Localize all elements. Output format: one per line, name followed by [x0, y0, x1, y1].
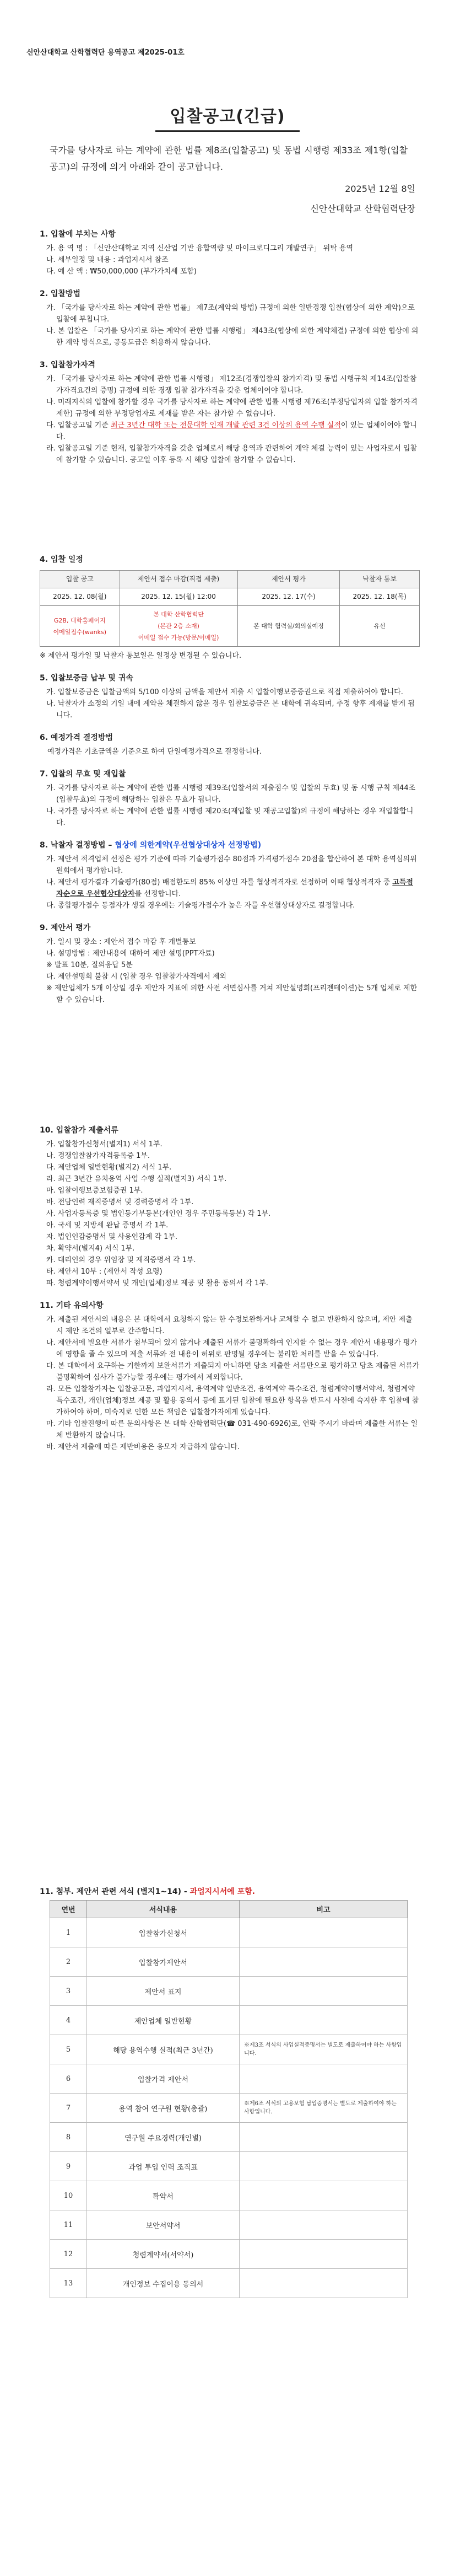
list-item: [40, 420, 420, 443]
form-number: 2: [50, 1947, 87, 1977]
section-11: [40, 1300, 420, 1453]
table-row: [50, 1977, 408, 2006]
form-note: [240, 2240, 408, 2269]
section-6: [40, 732, 420, 758]
paragraph: 예정가격은 기초금액을 기준으로 하여 단일예정가격으로 결정합니다.: [47, 748, 262, 756]
table-row: [50, 2006, 408, 2035]
section-heading: 4. 입찰 일정: [40, 555, 83, 564]
form-number: 6: [50, 2064, 87, 2094]
section-heading: 10. 입찰참가 제출서류: [40, 1126, 118, 1135]
list-item: 자. 법인인감증명서 및 사용인감계 각 1부.: [46, 1233, 178, 1241]
section-heading: 5. 입찰보증금 납부 및 귀속: [40, 674, 133, 683]
column-header: 제안서 접수 마감(직접 제출): [120, 571, 237, 588]
schedule-note: ※ 제안서 평가일 및 낙찰자 통보일은 일정상 변경될 수 있습니다.: [40, 652, 242, 660]
list-item: 나. 설명방법 : 제안내용에 대하여 제안 설명(PPT자료): [46, 949, 215, 958]
list-item: 마. 입찰이행보증보험증권 1부.: [46, 1187, 143, 1195]
table-row: [50, 2123, 408, 2152]
table-header-row: [40, 571, 420, 588]
table-cell: 2025. 12. 17(수): [237, 588, 340, 606]
form-number: 4: [50, 2006, 87, 2035]
heading-highlight: 협상에 의한계약(우선협상대상자 선정방법): [115, 841, 262, 850]
column-header: 낙찰자 통보: [340, 571, 420, 588]
forms-table: [50, 1900, 408, 2298]
list-item: 다. 예 산 액 : ₩50,000,000 (부가가치세 포함): [46, 267, 197, 276]
list-item: 라. 입찰공고일 기준 현재, 입찰참가자격을 갖춘 업체로서 해당 용역과 관련하여 계약 체결 능력이 있는 사업자로서 입찰에 참가할 수 있습니다. 공고일 이후 등록 시 해당 입찰에 참가할 수 없습니다.: [46, 444, 418, 464]
form-note: [240, 1977, 408, 2006]
list-item: 라. 최근 3년간 유치용역 사업 수행 실적(별지3) 서식 1부.: [46, 1175, 227, 1183]
list-item: 가. 「국가를 당사자로 하는 계약에 관한 법률」 제7조(계약의 방법) 규정에 의한 일반경쟁 입찰(협상에 의한 계약)으로 입찰에 부칩니다.: [46, 304, 415, 324]
list-item: 나. 경쟁입찰참가자격등록증 1부.: [46, 1152, 150, 1160]
section-1: [40, 229, 420, 277]
table-row: [50, 2152, 408, 2181]
section-3: [40, 359, 420, 466]
list-item: 라. 모든 입찰참가자는 입찰공고문, 과업지시서, 용역계약 일반조건, 용역계약 특수조건, 청렴계약이행서약서, 청렴계약특수조건, 개인(업체)정보 제공 및 활용 동의서 등에 표기된 입찰에 필요한 항목을 반드시 사전에 숙지한 후 입찰에 참가하여야 하며, 미숙지로 인한 모든 책임은 입찰참가자에게 있습니다.: [46, 1385, 419, 1416]
column-header: 제안서 평가: [237, 571, 340, 588]
form-note: [240, 2123, 408, 2152]
title-wrap: [0, 103, 455, 132]
form-note: [240, 2181, 408, 2210]
page-title: 입찰공고(긴급): [155, 103, 299, 132]
list-item: 가. 제출된 제안서의 내용은 본 대학에서 요청하지 않는 한 수정보완하거나 교체할 수 없고 반환하지 않으며, 제안 제출 시 제안 조건의 일부로 간주합니다.: [46, 1316, 413, 1335]
form-number: 1: [50, 1918, 87, 1947]
list-item: 타. 제안서 10부 : (제안서 작성 요령): [46, 1268, 162, 1276]
section-heading: 6. 예정가격 결정방법: [40, 733, 113, 742]
list-item: ※ 제안업체가 5개 이상일 경우 제안자 지표에 의한 사전 서면심사를 거쳐 제안설명회(프리젠테이션)는 5개 업체로 제한 할 수 있습니다.: [46, 984, 418, 1004]
form-name: 용역 참여 연구원 현황(총괄): [87, 2094, 240, 2123]
table-row: [50, 1918, 408, 1947]
table-cell: 2025. 12. 15(월) 12:00: [120, 588, 237, 606]
item-prefix: 다. 입찰공고일 기준: [46, 421, 111, 430]
table-cell: 유선: [340, 606, 420, 647]
form-name: 해당 용역수행 실적(최근 3년간): [87, 2035, 240, 2064]
section-7: [40, 769, 420, 829]
item-suffix: 를 선정합니다.: [134, 890, 181, 898]
schedule-table: [40, 570, 420, 647]
form-number: 10: [50, 2181, 87, 2210]
form-note: [240, 1947, 408, 1977]
column-header: 입찰 공고: [40, 571, 120, 588]
heading-prefix: 8. 낙찰자 결정방법 –: [40, 841, 115, 850]
form-number: 8: [50, 2123, 87, 2152]
list-item: 가. 입찰보증금은 입찰금액의 5/100 이상의 금액을 제안서 제출 시 입찰이행보증증권으로 직접 제출하여야 합니다.: [46, 688, 403, 696]
list-item: 나. 미래지식의 입찰에 참가할 경우 국가를 당사자로 하는 계약에 관한 법률 시행령 제76조(부정당업자의 입찰 참가자격 제한) 규정에 의한 부정당업자로 제재를 받은 자는 참가할 수 없습니다.: [46, 398, 418, 418]
list-item: 가. 용 역 명 : 「신안산대학교 지역 신산업 기반 융합역량 및 마이크로디그리 개발연구」 위탁 용역: [46, 244, 354, 253]
form-note: [240, 2210, 408, 2240]
table-cell: G2B, 대학홈페이지 이메일접수(wanks): [40, 606, 120, 647]
required-experience: 최근 3년간 대학 또는 전문대학 인재 개발 관련 3건 이상의 용역 수행 실적: [111, 421, 341, 430]
form-name: 연구원 주요경력(개인별): [87, 2123, 240, 2152]
appendix-title-note: 과업지시서에 포함.: [189, 1887, 255, 1896]
item-suffix: 이 있는 업체이어야 합니다.: [56, 421, 417, 441]
table-cell: 2025. 12. 18(목): [340, 588, 420, 606]
table-row: [50, 2210, 408, 2240]
form-number: 13: [50, 2269, 87, 2298]
table-cell: 2025. 12. 08(월): [40, 588, 120, 606]
list-item: 가. 제안서 적격업체 선정은 평가 기준에 따라 기술평가점수 80점과 가격평가점수 20점을 합산하여 본 대학 용역심의위원회에서 평가합니다.: [46, 855, 417, 875]
section-heading: 3. 입찰참가자격: [40, 361, 96, 369]
form-number: 12: [50, 2240, 87, 2269]
table-row: [50, 2240, 408, 2269]
table-row: [50, 2064, 408, 2094]
list-item: [40, 877, 420, 900]
item-emphasis: 고득점자순으로 우선협상대상자: [56, 878, 413, 898]
section-4: [40, 554, 420, 662]
section-heading: 11. 기타 유의사항: [40, 1301, 104, 1310]
appendix-title: [40, 1886, 255, 1897]
list-item: 바. 전담인력 재직증명서 및 경력증명서 각 1부.: [46, 1198, 194, 1206]
list-item: 다. 제안업체 일반현황(별지2) 서식 1부.: [46, 1163, 172, 1172]
form-name: 보안서약서: [87, 2210, 240, 2240]
list-item: 가. 「국가를 당사자로 하는 계약에 관한 법률 시행령」 제12조(경쟁입찰의 참가자격) 및 동법 시행규칙 제14조(입찰참가자격요건의 증명) 규정에 의한 경쟁 입찰 참가자격을 갖춘 업체이어야 합니다.: [46, 375, 417, 395]
section-2: [40, 288, 420, 348]
table-cell: 본 대학 산학협력단 (본관 2층 소재) 이메일 접수 가능(방문/이메일): [120, 606, 237, 647]
table-row: [50, 2269, 408, 2298]
form-name: 제안업체 일반현황: [87, 2006, 240, 2035]
table-row: [50, 2094, 408, 2123]
form-number: 9: [50, 2152, 87, 2181]
section-8: [40, 840, 420, 911]
form-note: ※제6조 서식의 고용보험 납입증명서는 별도로 제출하여야 하는 사항입니다.: [240, 2094, 408, 2123]
notice-body: [40, 229, 420, 1464]
list-item: 사. 사업자등록증 및 법인등기부등본(개인인 경우 주민등록등본) 각 1부.: [46, 1210, 271, 1218]
list-item: 나. 제안서에 빌요한 서류가 첨부되어 있지 않거나 제출된 서류가 불명확하여 인지할 수 없는 경우 제안서 내용평가 평가에 영향을 줄 수 있으며 제출 서류와 전 내용이 허위로 판명될 경우에는 불리한 처리를 받을 수 있습니다.: [46, 1339, 418, 1359]
notice-number: 신안산대학교 산학협력단 용역공고 제2025-01호: [26, 49, 185, 57]
list-item: 나. 세부일정 및 내용 : 과업지시서 참조: [46, 256, 169, 264]
section-5: [40, 673, 420, 721]
item-prefix: 나. 제안서 평가결과 기술평가(80점) 배점한도의 85% 이상인 자를 협상적격자로 선정하며 이때 협상적격자 중: [46, 878, 393, 887]
list-item: 다. 본 대학에서 요구하는 기한까지 보완서류가 제출되지 아니하면 당초 제출한 서류만으로 평가하고 당초 제출된 서류가 불명확하여 심사가 불가능할 경우에는 평가에서 제외합니다.: [46, 1362, 420, 1382]
form-number: 7: [50, 2094, 87, 2123]
form-number: 5: [50, 2035, 87, 2064]
form-name: 입찰참가신청서: [87, 1918, 240, 1947]
section-10: [40, 1125, 420, 1289]
form-number: 3: [50, 1977, 87, 2006]
section-heading: 7. 입찰의 무효 및 재입찰: [40, 770, 126, 779]
form-name: 제안서 표지: [87, 1977, 240, 2006]
table-row: [40, 588, 420, 606]
list-item: 마. 기타 입찰진행에 따른 문의사항은 본 대학 산학협력단(☎ 031-490-6926)로, 연락 주시기 바라며 제출한 서류는 일체 반환하지 않습니다.: [46, 1420, 418, 1440]
form-note: [240, 2152, 408, 2181]
form-name: 입찰참가제안서: [87, 1947, 240, 1977]
intro-text: 국가를 당사자로 하는 계약에 관한 법률 제8조(입찰공고) 및 동법 시행령 제33조 제1항(입찰공고)의 규정에 의거 아래와 같이 공고합니다.: [50, 145, 408, 172]
form-name: 입찰가격 제안서: [87, 2064, 240, 2094]
table-header-row: [50, 1901, 408, 1918]
form-note: [240, 1918, 408, 1947]
list-item: 나. 국가를 당사자로 하는 계약에 관한 법률 시행령 제20조(재입찰 및 재공고입찰)의 규정에 해당하는 경우 재입찰합니다.: [46, 807, 414, 827]
section-heading: 1. 입찰에 부치는 사항: [40, 230, 116, 239]
list-item: 나. 본 입찰은 「국가를 당사자로 하는 계약에 관한 법률 시행령」 제43조(협상에 의한 계약체결) 규정에 의한 협상에 의한 계약 방식으로, 공동도급은 허용하지 않습니다.: [46, 327, 419, 347]
form-name: 확약서: [87, 2181, 240, 2210]
list-item: 가. 일시 및 장소 : 제안서 접수 마감 후 개별통보: [46, 938, 196, 946]
section-heading: 9. 제안서 평가: [40, 924, 91, 932]
list-item: 파. 청렴계약이행서약서 및 개인(업체)정보 제공 및 활용 동의서 각 1부.: [46, 1279, 268, 1287]
list-item: 다. 제안설명회 불참 시 (입찰 경우 입찰참가자격에서 제외: [46, 973, 226, 981]
issuing-organization: 신안산대학교 산학협력단장: [310, 203, 415, 214]
notice-date: 2025년 12월 8일: [345, 184, 415, 194]
table-row: [50, 2181, 408, 2210]
table-row: [40, 606, 420, 647]
list-item: 차. 확약서(별지4) 서식 1부.: [46, 1244, 135, 1253]
form-note: [240, 2269, 408, 2298]
form-name: 개인정보 수집이용 동의서: [87, 2269, 240, 2298]
section-heading: 2. 입찰방법: [40, 289, 81, 298]
column-header: 서식내용: [87, 1901, 240, 1918]
list-item: 카. 대리인의 경우 위임장 및 재직증명서 각 1부.: [46, 1256, 196, 1264]
list-item: 가. 입찰참가신청서(별지1) 서식 1부.: [46, 1140, 162, 1149]
list-item: ※ 발표 10분, 질의응답 5분: [46, 961, 133, 969]
form-note: ※제3조 서식의 사업실적증명서는 별도로 제출하여야 하는 사항입니다.: [240, 2035, 408, 2064]
form-note: [240, 2006, 408, 2035]
list-item: 다. 종합평가점수 동점자가 생길 경우에는 기술평가점수가 높은 자를 우선협상대상자로 결정합니다.: [46, 901, 355, 910]
form-name: 과업 투입 인력 조직표: [87, 2152, 240, 2181]
list-item: 가. 국가를 당사자로 하는 계약에 관한 법률 시행령 제39조(입찰서의 제출점수 및 입찰의 무효) 및 동 시행 규칙 제44조(입찰무효)의 규정에 해당하는 입찰은 무효가 됩니다.: [46, 784, 416, 804]
form-note: [240, 2064, 408, 2094]
section-heading: [40, 840, 420, 851]
form-number: 11: [50, 2210, 87, 2240]
table-row: [50, 2035, 408, 2064]
list-item: 나. 낙찰자가 소정의 기일 내에 계약을 체결하지 않을 경우 입찰보증금은 본 대학에 귀속되며, 추정 향후 제재를 받게 됩니다.: [46, 700, 415, 720]
form-name: 청렴계약서(서약서): [87, 2240, 240, 2269]
column-header: 연번: [50, 1901, 87, 1918]
column-header: 비고: [240, 1901, 408, 1918]
list-item: 아. 국세 및 지방세 완납 증명서 각 1부.: [46, 1221, 169, 1230]
section-9: [40, 922, 420, 1006]
table-row: [50, 1947, 408, 1977]
list-item: 바. 제안서 제출에 따른 제반비용은 응모자 자급하지 않습니다.: [46, 1443, 240, 1451]
table-cell: 본 대학 협력실/회의실예정: [237, 606, 340, 647]
appendix-title-text: 11. 첨부. 제안서 관련 서식 (별지1~14) -: [40, 1887, 190, 1896]
